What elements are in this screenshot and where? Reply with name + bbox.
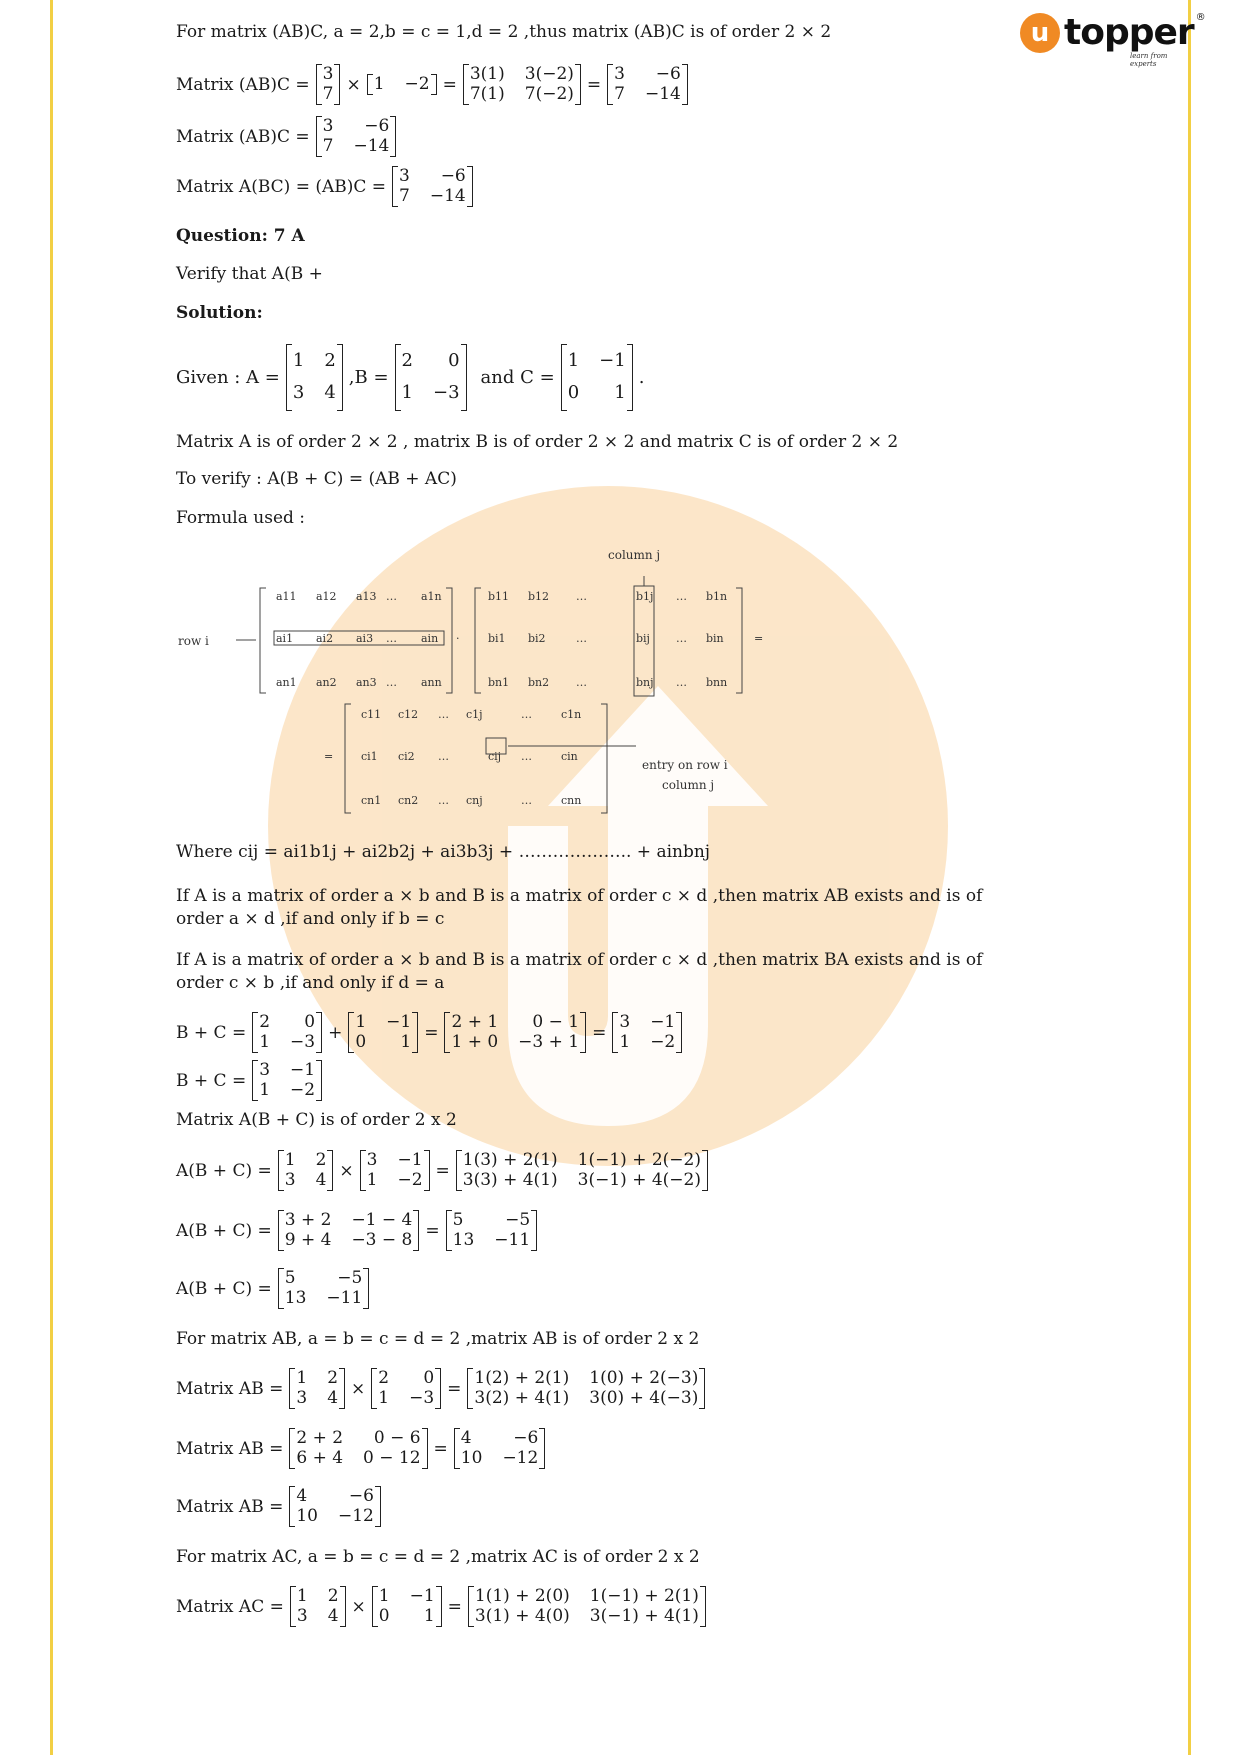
text-line: order a × d ,if and only if b = c — [176, 909, 445, 929]
matrix: 2 + 1 0 − 1 1 + 0 −3 + 1 — [444, 1012, 586, 1053]
svg-text:bin: bin — [706, 632, 724, 645]
svg-text:…: … — [386, 676, 397, 689]
svg-text:=: = — [324, 750, 334, 763]
matrix-multiplication-figure — [176, 548, 776, 828]
matrix: 1 2 3 4 — [289, 1368, 345, 1409]
svg-text:…: … — [521, 750, 532, 763]
svg-text:cij: cij — [488, 750, 502, 763]
matrix: 5 −5 13 −11 — [278, 1268, 370, 1309]
entry-label: column j — [662, 778, 715, 792]
matrix: 2 0 1 −3 — [371, 1368, 441, 1409]
eq-label: Matrix (AB)C = — [176, 74, 310, 95]
svg-text:…: … — [386, 590, 397, 603]
logo-registered: ® — [1195, 12, 1206, 23]
matrix: 1 −1 0 1 — [348, 1012, 418, 1053]
logo-text: topper — [1064, 12, 1194, 53]
matrix: 2 + 2 0 − 6 6 + 4 0 − 12 — [289, 1428, 427, 1469]
svg-text:…: … — [521, 794, 532, 807]
svg-text:ai1: ai1 — [276, 632, 294, 645]
matrix: 1 2 3 4 — [290, 1586, 346, 1627]
svg-text:bi1: bi1 — [488, 632, 506, 645]
svg-text:bnj: bnj — [636, 676, 654, 689]
svg-text:ann: ann — [421, 676, 442, 689]
row-i-label: row i — [178, 634, 209, 648]
svg-text:…: … — [576, 590, 587, 603]
text-line: Matrix A(B + C) is of order 2 x 2 — [176, 1110, 457, 1130]
text-line: For matrix (AB)C, a = 2,b = c = 1,d = 2 ,thus matrix (AB)C is of order 2 × 2 — [176, 22, 832, 42]
equation-a-bc-2: A(B + C) = 3 + 2 −1 − 4 9 + 4 −3 − 8 = 5 −5 13 −11 — [176, 1210, 537, 1251]
eq-label: and C = — [480, 366, 555, 388]
equation-ab-3 — [176, 1486, 381, 1527]
matrix: 1 −1 0 1 — [372, 1586, 442, 1627]
logo-tagline: learn from experts — [1130, 52, 1168, 68]
eq-label: ,B = — [348, 366, 389, 388]
svg-text:ai2: ai2 — [316, 632, 334, 645]
svg-text:b1j: b1j — [636, 590, 654, 603]
matrix-a: 1 2 3 4 — [286, 344, 343, 411]
svg-text:cnn: cnn — [561, 794, 582, 807]
eq-label: Matrix AB = — [176, 1378, 284, 1399]
text-line: Matrix A is of order 2 × 2 , matrix B is of order 2 × 2 and matrix C is of order 2 × 2 — [176, 432, 899, 452]
svg-text:cn1: cn1 — [361, 794, 382, 807]
svg-text:cn2: cn2 — [398, 794, 419, 807]
right-border — [1188, 0, 1191, 1755]
svg-text:…: … — [438, 708, 449, 721]
text-line: To verify : A(B + C) = (AB + AC) — [176, 469, 457, 489]
matrix: 2 0 1 −3 — [252, 1012, 322, 1053]
matrix: 1(3) + 2(1) 1(−1) + 2(−2) 3(3) + 4(1) 3(−1) + 4(−2) — [456, 1150, 708, 1191]
question-text: Verify that A(B + — [176, 264, 323, 284]
matrix: 3 −1 1 −2 — [612, 1012, 682, 1053]
svg-text:cin: cin — [561, 750, 578, 763]
svg-text:…: … — [386, 632, 397, 645]
svg-text:ain: ain — [421, 632, 439, 645]
matrix: 3 −1 1 −2 — [360, 1150, 430, 1191]
svg-text:an3: an3 — [356, 676, 377, 689]
svg-text:…: … — [576, 676, 587, 689]
question-heading: Question: 7 A — [176, 226, 305, 246]
matrix: 1(1) + 2(0) 1(−1) + 2(1) 3(1) + 4(0) 3(−1) + 4(1) — [468, 1586, 706, 1627]
equation-a-bc — [176, 166, 473, 207]
text-line: If A is a matrix of order a × b and B is a matrix of order c × d ,then matrix AB exists and is of — [176, 886, 983, 906]
svg-text:a1n: a1n — [421, 590, 442, 603]
svg-text:…: … — [521, 708, 532, 721]
svg-text:an2: an2 — [316, 676, 337, 689]
matrix: 3 −6 7 −14 — [607, 64, 688, 105]
equation-ab-1: Matrix AB = 1 2 3 4 × 2 0 1 −3 = 1(2) + 2(1) 1(0) + 2(−3) 3(2) + 4(1) 3(0) + 4(−3) — [176, 1368, 705, 1409]
text-line: For matrix AB, a = b = c = d = 2 ,matrix AB is of order 2 x 2 — [176, 1329, 700, 1349]
svg-text:ci1: ci1 — [361, 750, 378, 763]
eq-label: A(B + C) = — [176, 1278, 272, 1299]
svg-text:…: … — [676, 632, 687, 645]
equation-a-bc-1: A(B + C) = 1 2 3 4 × 3 −1 1 −2 = 1(3) + 2(1) 1(−1) + 2(−2) 3(3) + 4(1) 3(−1) + 4(−2) — [176, 1150, 708, 1191]
svg-text:an1: an1 — [276, 676, 297, 689]
equation-ab-2: Matrix AB = 2 + 2 0 − 6 6 + 4 0 − 12 = 4 −6 10 −12 — [176, 1428, 545, 1469]
matrix: 3 + 2 −1 − 4 9 + 4 −3 − 8 — [278, 1210, 420, 1251]
svg-text:=: = — [754, 632, 764, 645]
svg-text:bnn: bnn — [706, 676, 728, 689]
text-line: For matrix AC, a = b = c = d = 2 ,matrix AC is of order 2 x 2 — [176, 1547, 700, 1567]
matrix: 1 2 3 4 — [278, 1150, 334, 1191]
eq-label: Matrix (AB)C = — [176, 126, 310, 147]
solution-heading: Solution: — [176, 303, 263, 323]
text-line: order c × b ,if and only if d = a — [176, 973, 445, 993]
svg-text:a11: a11 — [276, 590, 297, 603]
svg-text:bij: bij — [636, 632, 650, 645]
svg-text:·: · — [456, 632, 460, 645]
equation-a-bc-3 — [176, 1268, 369, 1309]
svg-text:cnj: cnj — [466, 794, 483, 807]
svg-text:b1n: b1n — [706, 590, 728, 603]
text-line: If A is a matrix of order a × b and B is a matrix of order c × d ,then matrix BA exists and is of — [176, 950, 983, 970]
matrix: 1(2) + 2(1) 1(0) + 2(−3) 3(2) + 4(1) 3(0) + 4(−3) — [467, 1368, 705, 1409]
svg-text:bi2: bi2 — [528, 632, 546, 645]
matrix: 3 −6 7 −14 — [392, 166, 473, 207]
eq-label: Given : A = — [176, 366, 280, 388]
equation-ab-c-2 — [176, 116, 396, 157]
matrix-b: 2 0 1 −3 — [395, 344, 467, 411]
svg-text:…: … — [438, 794, 449, 807]
svg-text:c11: c11 — [361, 708, 382, 721]
svg-text:bn2: bn2 — [528, 676, 550, 689]
svg-text:ai3: ai3 — [356, 632, 374, 645]
matrix: 3 −1 1 −2 — [252, 1060, 322, 1101]
matrix: 4 −6 10 −12 — [454, 1428, 546, 1469]
eq-label: B + C = — [176, 1070, 247, 1091]
given-matrices: Given : A = 1 2 3 4 ,B = 2 0 1 −3 and C = 1 −1 0 1 . — [176, 344, 644, 411]
equation-b-plus-c-2 — [176, 1060, 322, 1101]
equation-ab-c-1: Matrix (AB)C = 3 7 × 1 −2 = 3(1) 3(−2) 7(1) 7(−2) = 3 −6 7 −14 — [176, 64, 688, 105]
matrix: 3 −6 7 −14 — [316, 116, 397, 157]
svg-text:…: … — [438, 750, 449, 763]
svg-text:bn1: bn1 — [488, 676, 510, 689]
column-j-label: column j — [608, 548, 661, 562]
svg-text:b11: b11 — [488, 590, 510, 603]
entry-label: entry on row i — [642, 758, 728, 772]
eq-label: Matrix A(BC) = (AB)C = — [176, 176, 387, 197]
eq-label: A(B + C) = — [176, 1160, 272, 1181]
eq-label: Matrix AB = — [176, 1438, 284, 1459]
svg-text:c12: c12 — [398, 708, 419, 721]
svg-text:a12: a12 — [316, 590, 337, 603]
formula-where: Where cij = ai1b1j + ai2b2j + ai3b3j + ……………….. + ainbnj — [176, 842, 711, 862]
svg-text:…: … — [576, 632, 587, 645]
svg-text:c1n: c1n — [561, 708, 582, 721]
matrix-c: 1 −1 0 1 — [561, 344, 633, 411]
svg-text:c1j: c1j — [466, 708, 483, 721]
equation-b-plus-c-1: B + C = 2 0 1 −3 + 1 −1 0 1 = 2 + 1 0 − 1 1 + 0 −3 + 1 = 3 −1 1 −2 — [176, 1012, 682, 1053]
text-line: Formula used : — [176, 508, 306, 528]
svg-text:…: … — [676, 590, 687, 603]
svg-text:ci2: ci2 — [398, 750, 415, 763]
logo-u-icon: u — [1020, 13, 1060, 53]
matrix: 3(1) 3(−2) 7(1) 7(−2) — [463, 64, 581, 105]
eq-label: A(B + C) = — [176, 1220, 272, 1241]
matrix: 3 7 — [316, 64, 341, 105]
svg-text:…: … — [676, 676, 687, 689]
eq-label: B + C = — [176, 1022, 247, 1043]
topper-logo — [1020, 12, 1206, 68]
matrix: 5 −5 13 −11 — [446, 1210, 538, 1251]
eq-label: Matrix AB = — [176, 1496, 284, 1517]
svg-text:a13: a13 — [356, 590, 377, 603]
equation-ac-1: Matrix AC = 1 2 3 4 × 1 −1 0 1 = 1(1) + 2(0) 1(−1) + 2(1) 3(1) + 4(0) 3(−1) + 4(1) — [176, 1586, 706, 1627]
matrix: 4 −6 10 −12 — [289, 1486, 381, 1527]
matrix: 1 −2 — [367, 74, 437, 96]
svg-text:b12: b12 — [528, 590, 550, 603]
left-border — [50, 0, 53, 1755]
eq-label: Matrix AC = — [176, 1596, 284, 1617]
